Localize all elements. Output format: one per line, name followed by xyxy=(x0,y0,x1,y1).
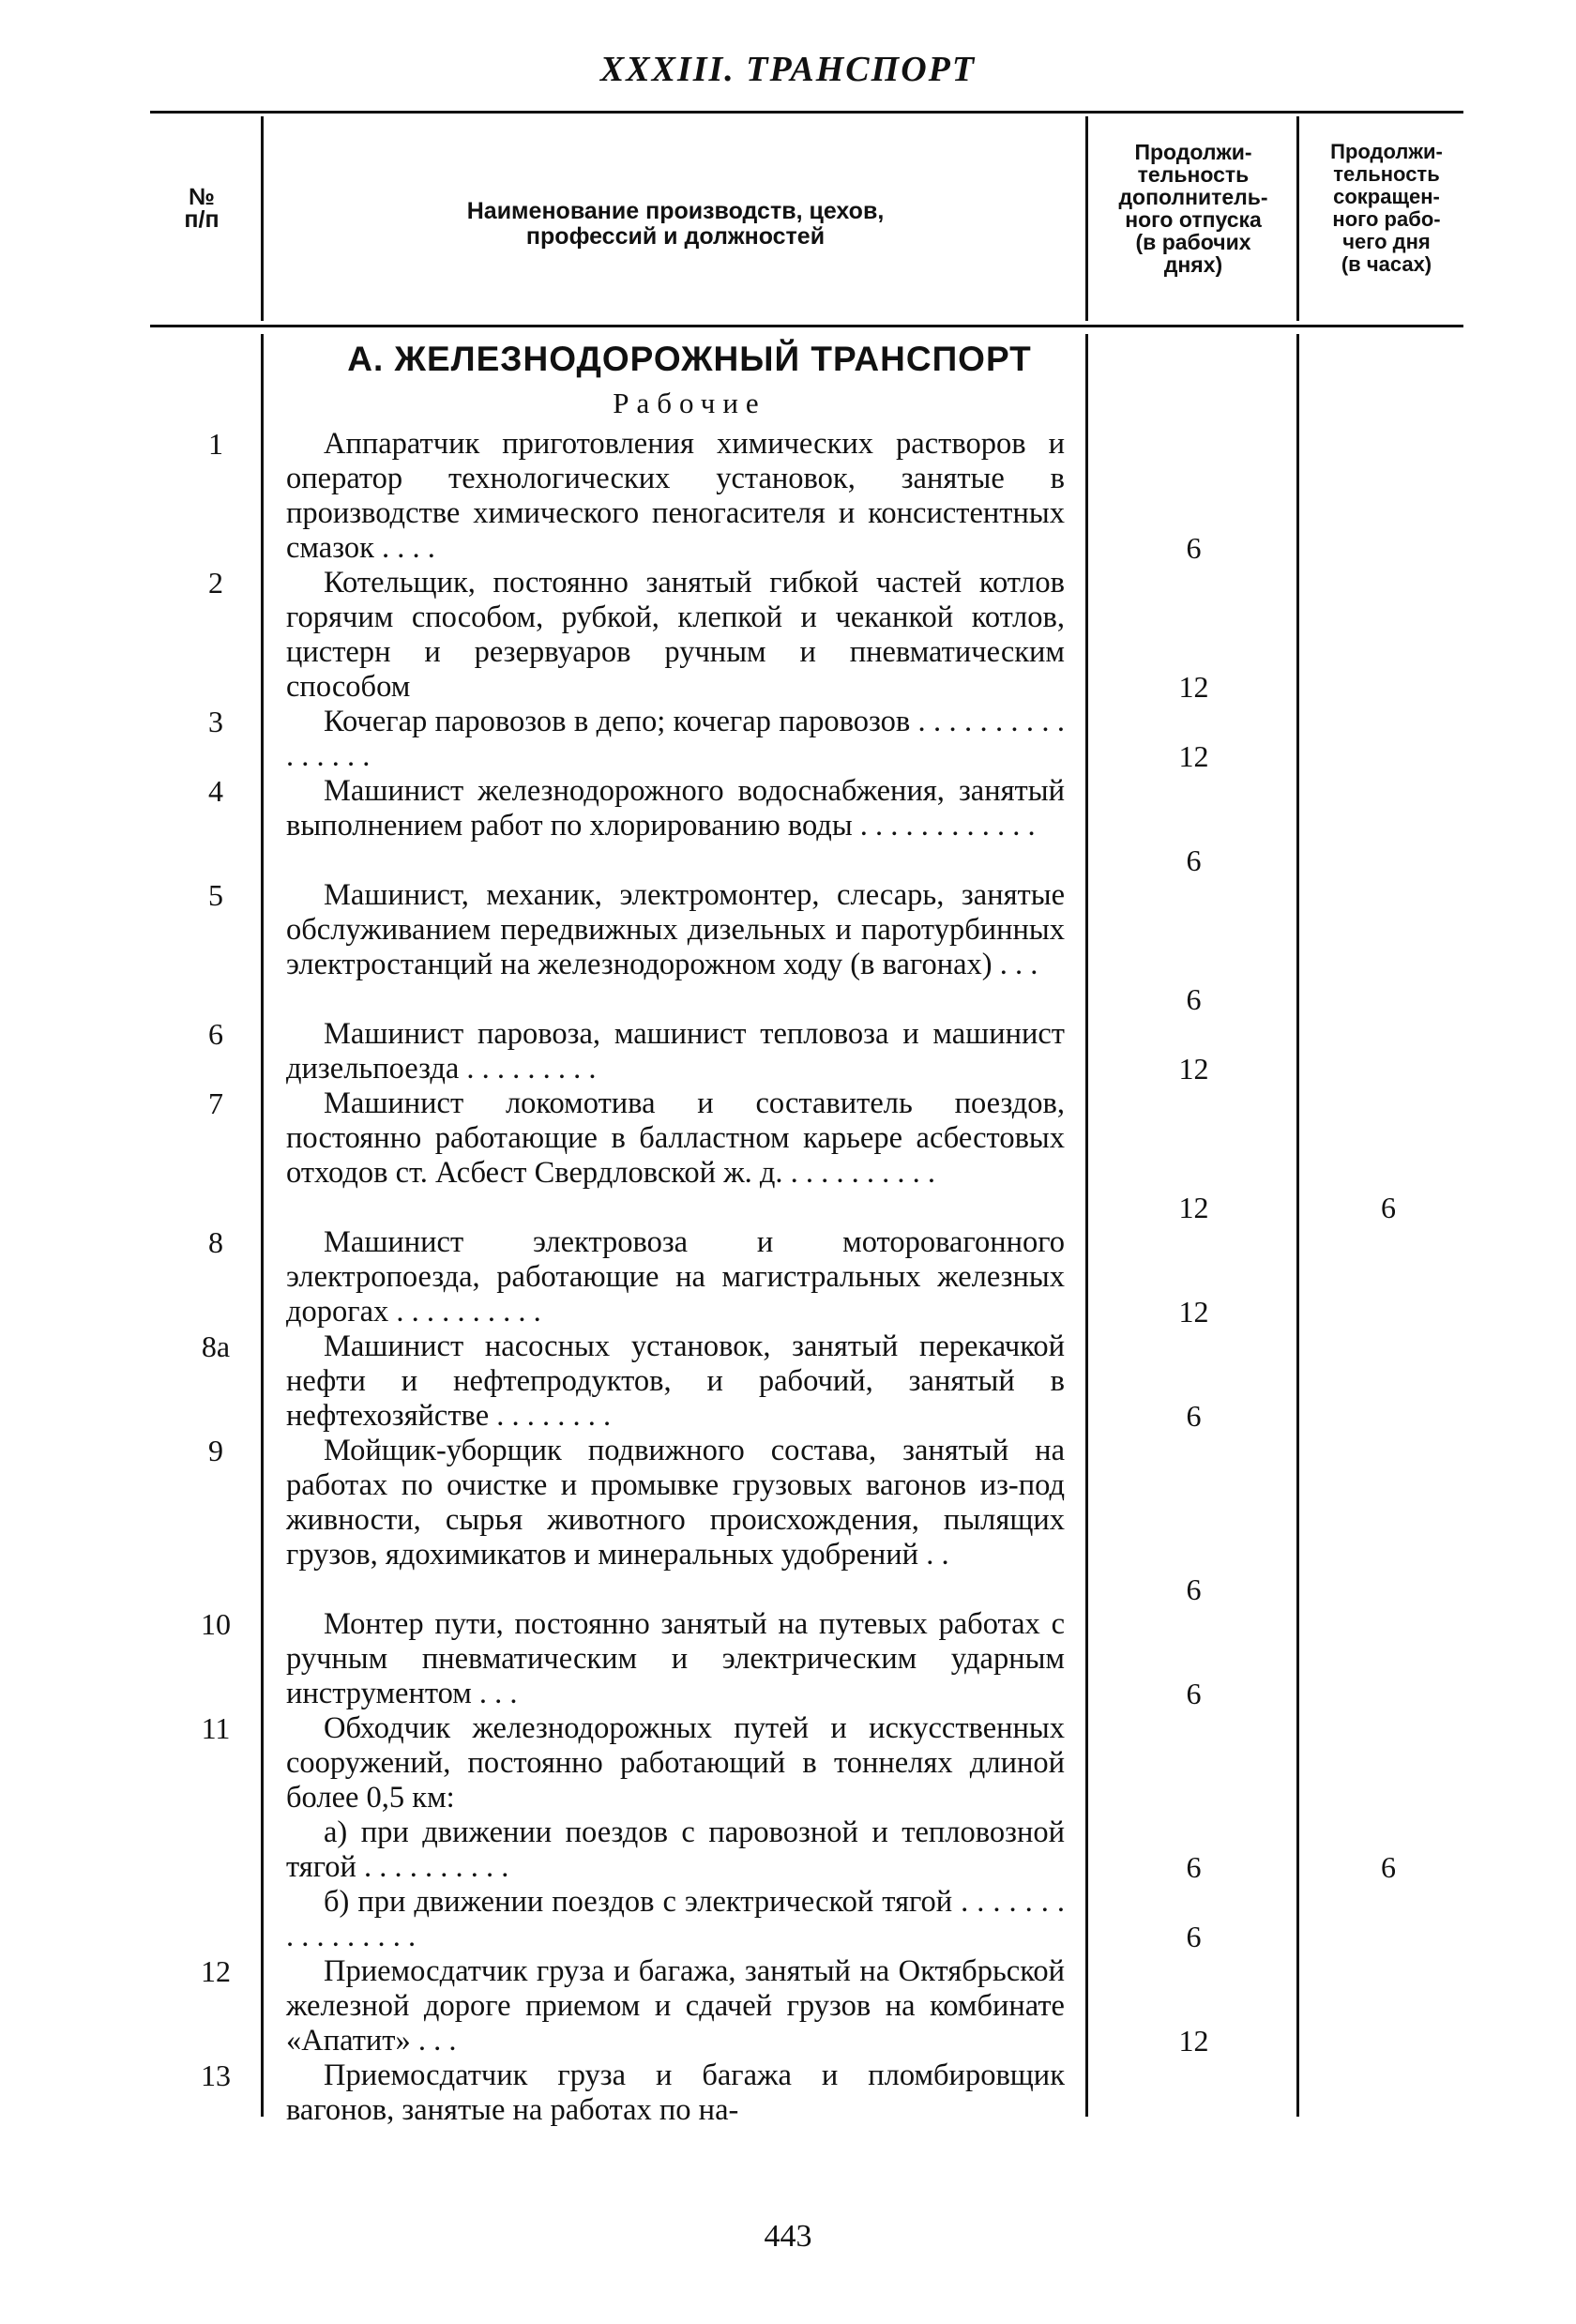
header-short-day-text: Продолжи- тельность сокращен- ного рабо- чего дня (в часах) xyxy=(1330,140,1443,276)
row-text: а) при движении поездов с паровозной и тепловозной тягой . . . . . . . . . . xyxy=(286,1815,1065,1884)
row-text: Машинист электровоза и моторовагонного электропоезда, работающие на магистральных железных дорогах . . . . . . . . . . xyxy=(286,1225,1065,1329)
row-text: Приемосдатчик груза и багажа, занятый на Октябрьской железной дороге приемом и сдачей грузов на комбинате «Апатит» . . . xyxy=(286,1954,1065,2058)
row-number: 5 xyxy=(208,878,223,912)
row-number: 9 xyxy=(208,1434,223,1467)
row-vacation: 12 xyxy=(1178,1052,1209,1086)
row-text: Кочегар паровозов в депо; кочегар паровозов . . . . . . . . . . . . . . . . xyxy=(286,705,1065,773)
row-number: 2 xyxy=(208,566,223,600)
body-column-divider-1 xyxy=(261,334,264,2117)
row-vacation: 6 xyxy=(1186,1572,1202,1606)
header-number xyxy=(150,186,253,231)
body-column-divider-2 xyxy=(1085,334,1088,2117)
row-vacation: 6 xyxy=(1186,1399,1202,1433)
row-vacation: 6 xyxy=(1186,843,1202,877)
page-number: 443 xyxy=(764,2219,812,2254)
row-text: Монтер пути, постоянно занятый на путевых работах с ручным пневматическим и электрическим ударным инструментом . . . xyxy=(286,1607,1065,1710)
row-number: 7 xyxy=(208,1086,223,1120)
row-short-day: 6 xyxy=(1381,1850,1396,1884)
row-text: Машинист паровоза, машинист тепловоза и машинист дизельпоезда . . . . . . . . . xyxy=(286,1017,1065,1086)
row-text: Машинист локомотива и составитель поездов, постоянно работающие в балластном карьере асбестовых отходов ст. Асбест Свердловской ж. д. . . . . . . . . . . xyxy=(286,1086,1065,1190)
row-number: 13 xyxy=(201,2058,231,2092)
row-number: 1 xyxy=(208,427,223,461)
column-divider-1 xyxy=(261,116,264,321)
row-number: 6 xyxy=(208,1017,223,1051)
row-text: Приемосдатчик груза и багажа и пломбировщик вагонов, занятые на работах по на- xyxy=(286,2058,1065,2127)
header-vacation-text: Продолжи- тельность дополнитель- ного отпуска (в рабочих днях) xyxy=(1118,140,1268,277)
column-divider-3 xyxy=(1296,116,1299,321)
row-number: 3 xyxy=(208,705,223,738)
table-top-rule xyxy=(150,111,1463,114)
header-number-text: № п/п xyxy=(184,184,220,233)
row-text: Машинист насосных установок, занятый перекачкой нефти и нефтепродуктов, и рабочий, занятый в нефтехозяйстве . . . . . . . . xyxy=(286,1329,1065,1433)
header-name-text: Наименование производств, цехов, профессий и должностей xyxy=(466,198,885,250)
header-bottom-rule xyxy=(150,325,1463,327)
body-column-divider-3 xyxy=(1296,334,1299,2117)
row-vacation: 6 xyxy=(1186,1920,1202,1953)
row-text: Машинист, механик, электромонтер, слесарь, занятые обслуживанием передвижных дизельных и паротурбинных электростанций на железнодорожном ходу (в вагонах) . . . xyxy=(286,878,1065,981)
section-title: А. ЖЕЛЕЗНОДОРОЖНЫЙ ТРАНСПОРТ xyxy=(347,340,1032,378)
row-number: 8а xyxy=(201,1329,231,1363)
row-number: 8 xyxy=(208,1225,223,1259)
header-vacation xyxy=(1091,141,1296,276)
section-subtitle: Рабочие xyxy=(613,387,766,419)
row-number: 12 xyxy=(201,1954,231,1988)
document-title: XXXIII. ТРАНСПОРТ xyxy=(599,50,977,89)
row-number: 4 xyxy=(208,774,223,808)
row-vacation: 6 xyxy=(1186,1677,1202,1710)
header-name xyxy=(375,199,976,250)
column-divider-2 xyxy=(1085,116,1088,321)
row-text: Котельщик, постоянно занятый гибкой частей котлов горячим способом, рубкой, клепкой и чеканкой котлов, цистерн и резервуаров ручным и пневматическим способом xyxy=(286,566,1065,704)
row-vacation: 6 xyxy=(1186,982,1202,1016)
row-short-day: 6 xyxy=(1381,1191,1396,1224)
row-vacation: 12 xyxy=(1178,2024,1209,2058)
row-text: Обходчик железнодорожных путей и искусственных сооружений, постоянно работающий в тоннелях длиной более 0,5 км: xyxy=(286,1711,1065,1815)
row-text: Мойщик-уборщик подвижного состава, занятый на работах по очистке и промывке грузовых вагонов из-под живности, сырья животного происхождения, пылящих грузов, ядохимикатов и минеральных удобрений . . xyxy=(286,1434,1065,1572)
row-text: Аппаратчик приготовления химических растворов и оператор технологических установок, занятые в производстве химического пеногасителя и консистентных смазок . . . . xyxy=(286,427,1065,565)
row-vacation: 6 xyxy=(1186,531,1202,565)
row-vacation: 12 xyxy=(1178,1295,1209,1329)
row-number: 11 xyxy=(201,1711,231,1745)
row-number: 10 xyxy=(201,1607,231,1641)
row-vacation: 12 xyxy=(1178,1191,1209,1224)
row-vacation: 12 xyxy=(1178,739,1209,773)
row-text: б) при движении поездов с электрической тягой . . . . . . . . . . . . . . . . xyxy=(286,1885,1065,1953)
row-text: Машинист железнодорожного водоснабжения, занятый выполнением работ по хлорированию воды . . . . . . . . . . . . xyxy=(286,774,1065,843)
header-short-day xyxy=(1302,141,1471,276)
row-vacation: 6 xyxy=(1186,1850,1202,1884)
row-vacation: 12 xyxy=(1178,670,1209,704)
